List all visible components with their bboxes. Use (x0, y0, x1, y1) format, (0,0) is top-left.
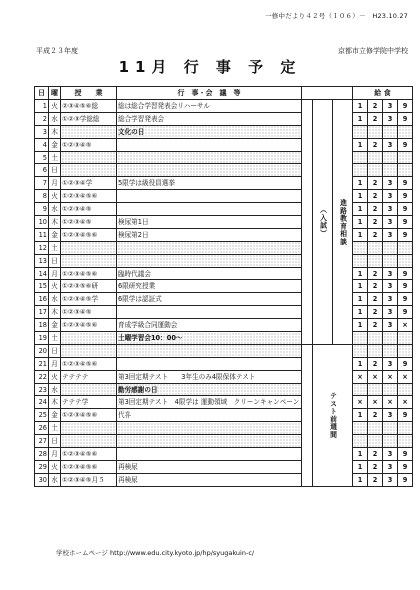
cell-meal: 1 (353, 473, 368, 486)
cell-class: ①②③④⑤ (61, 306, 117, 319)
cell-event: 検尿第1日 (117, 216, 302, 229)
cell-meal: 3 (383, 228, 398, 241)
table-row (35, 267, 413, 280)
table-row (35, 138, 413, 151)
cell-dow: 土 (49, 241, 61, 254)
cell-meal (383, 435, 398, 448)
cell-meal: 2 (368, 190, 383, 203)
cell-dow: 金 (49, 138, 61, 151)
cell-meal: 2 (368, 293, 383, 306)
cell-dow: 火 (49, 100, 61, 113)
cell-day: 6 (35, 164, 49, 177)
cell-meal (383, 151, 398, 164)
cell-meal: 3 (383, 203, 398, 216)
cell-class: ①②③学総総 (61, 112, 117, 125)
cell-dow: 水 (49, 383, 61, 396)
cell-event: 土曜学習会10：00～ (117, 332, 302, 345)
cell-meal (383, 383, 398, 396)
cell-dow: 水 (49, 203, 61, 216)
cell-event: 臨時代議会 (117, 267, 302, 280)
table-header-row (35, 87, 413, 100)
cell-meal (353, 254, 368, 267)
table-row (35, 460, 413, 473)
cell-meal: 2 (368, 306, 383, 319)
cell-meal: 2 (368, 448, 383, 461)
cell-meal: 3 (383, 448, 398, 461)
cell-dow: 金 (49, 228, 61, 241)
cell-meal: 2 (368, 473, 383, 486)
cell-class (61, 254, 117, 267)
cell-class: ①②③④⑤⑥ (61, 448, 117, 461)
cell-event: 5限学は級役員選挙 (117, 177, 302, 190)
table-row (35, 319, 413, 332)
cell-event: 6限学は認証式 (117, 293, 302, 306)
cell-event (117, 190, 302, 203)
cell-day: 18 (35, 319, 49, 332)
cell-dow: 金 (49, 409, 61, 422)
test-period-text: テスト前週間 (328, 391, 337, 439)
table-row (35, 396, 413, 409)
cell-meal (368, 125, 383, 138)
cell-meal: × (383, 396, 398, 409)
table-row (35, 383, 413, 396)
cell-event: 検尿第2日 (117, 228, 302, 241)
cell-meal (398, 332, 413, 345)
cell-meal: 3 (383, 409, 398, 422)
cell-meal: 3 (383, 319, 398, 332)
cell-class (61, 383, 117, 396)
cell-meal: 1 (353, 293, 368, 306)
cell-day: 4 (35, 138, 49, 151)
cell-meal (368, 164, 383, 177)
cell-meal: 9 (398, 293, 413, 306)
cell-meal: 1 (353, 319, 368, 332)
cell-meal (383, 344, 398, 357)
cell-event: 第3回定期テスト 4限学は 運動領域 クリーンキャンペーン (117, 396, 302, 409)
cell-meal (398, 241, 413, 254)
cell-meal: 1 (353, 306, 368, 319)
cell-dow: 日 (49, 344, 61, 357)
cell-day: 26 (35, 422, 49, 435)
cell-meal (368, 332, 383, 345)
header-class: 授 業 (61, 87, 117, 100)
side-note-empty-2 (302, 344, 313, 486)
cell-meal: 3 (383, 138, 398, 151)
schedule-table (34, 86, 413, 487)
cell-meal: 2 (368, 280, 383, 293)
footer-label: 学校ホームページ (56, 549, 108, 557)
cell-meal: 2 (368, 203, 383, 216)
cell-meal (353, 422, 368, 435)
cell-meal: 2 (368, 177, 383, 190)
cell-meal: 1 (353, 216, 368, 229)
cell-dow: 月 (49, 177, 61, 190)
cell-meal: × (368, 370, 383, 383)
table-row (35, 422, 413, 435)
cell-class (61, 241, 117, 254)
cell-meal: 1 (353, 357, 368, 370)
cell-meal: 9 (398, 228, 413, 241)
career-text: 進路教育相談 (338, 198, 347, 246)
cell-class: ①②③⑤⑥研 (61, 280, 117, 293)
cell-event: 第3回定期テスト 3年生のみ4限保体テスト (117, 370, 302, 383)
cell-day: 10 (35, 216, 49, 229)
cell-event (117, 138, 302, 151)
header-events: 行 事・会 議 等 (117, 87, 302, 100)
cell-meal: 3 (383, 357, 398, 370)
cell-meal: 1 (353, 138, 368, 151)
table-row (35, 164, 413, 177)
cell-event (117, 203, 302, 216)
cell-day: 24 (35, 396, 49, 409)
cell-dow: 火 (49, 370, 61, 383)
cell-meal: 2 (368, 460, 383, 473)
cell-dow: 月 (49, 267, 61, 280)
cell-meal: × (398, 370, 413, 383)
cell-dow: 日 (49, 435, 61, 448)
cell-meal: 1 (353, 228, 368, 241)
cell-event (117, 448, 302, 461)
cell-meal: 9 (398, 357, 413, 370)
cell-meal: 3 (383, 216, 398, 229)
table-row (35, 344, 413, 357)
cell-day: 14 (35, 267, 49, 280)
cell-meal: 1 (353, 100, 368, 113)
cell-meal (398, 422, 413, 435)
table-row (35, 125, 413, 138)
cell-dow: 木 (49, 125, 61, 138)
cell-day: 15 (35, 280, 49, 293)
cell-meal (368, 344, 383, 357)
cell-class (61, 422, 117, 435)
cell-meal (353, 383, 368, 396)
cell-day: 21 (35, 357, 49, 370)
cell-dow: 木 (49, 306, 61, 319)
cell-meal (383, 422, 398, 435)
cell-dow: 日 (49, 254, 61, 267)
cell-class: ①②③④⑤⑥ (61, 267, 117, 280)
cell-dow: 日 (49, 164, 61, 177)
cell-day: 11 (35, 228, 49, 241)
cell-meal (353, 125, 368, 138)
cell-meal: 2 (368, 216, 383, 229)
cell-dow: 火 (49, 460, 61, 473)
cell-event: 勤労感謝の日 (117, 383, 302, 396)
cell-class: ①②③④⑤⑥ (61, 319, 117, 332)
cell-meal: 2 (368, 409, 383, 422)
cell-meal: 3 (383, 177, 398, 190)
cell-class (61, 332, 117, 345)
cell-meal: 3 (383, 190, 398, 203)
cell-event: 代휴 (117, 409, 302, 422)
cell-class: ①②③④⑤⑥ (61, 460, 117, 473)
cell-dow: 土 (49, 332, 61, 345)
cell-meal: 9 (398, 216, 413, 229)
cell-class: ①②③④⑤ (61, 138, 117, 151)
cell-meal (383, 125, 398, 138)
table-row (35, 435, 413, 448)
cell-meal (383, 241, 398, 254)
cell-dow: 水 (49, 473, 61, 486)
cell-meal (368, 254, 383, 267)
cell-class: ②③④⑤⑥総 (61, 100, 117, 113)
table-row (35, 473, 413, 486)
cell-event (117, 357, 302, 370)
cell-day: 12 (35, 241, 49, 254)
cell-meal: 2 (368, 319, 383, 332)
table-row (35, 112, 413, 125)
cell-meal (368, 151, 383, 164)
cell-meal: × (368, 396, 383, 409)
cell-day: 9 (35, 203, 49, 216)
cell-meal (398, 383, 413, 396)
cell-meal: 1 (353, 280, 368, 293)
cell-event: 再検尿 (117, 473, 302, 486)
cell-class (61, 435, 117, 448)
table-row (35, 254, 413, 267)
header-meal: 給 食 (353, 87, 413, 100)
cell-meal: 2 (368, 267, 383, 280)
cell-meal: 9 (398, 448, 413, 461)
cell-event (117, 435, 302, 448)
cell-dow: 月 (49, 357, 61, 370)
cell-day: 29 (35, 460, 49, 473)
cell-event (117, 164, 302, 177)
cell-meal (353, 151, 368, 164)
cell-day: 28 (35, 448, 49, 461)
cell-class (61, 164, 117, 177)
cell-event (117, 241, 302, 254)
cell-meal: 1 (353, 112, 368, 125)
page-title: 11月 行 事 予 定 (118, 58, 302, 76)
table-row (35, 190, 413, 203)
newsletter-issue: 一修中だより４２号（１０６）－ H23.10.27 (265, 12, 408, 20)
cell-meal: × (398, 396, 413, 409)
table-row (35, 100, 413, 113)
cell-meal: 9 (398, 190, 413, 203)
cell-meal: 3 (383, 460, 398, 473)
cell-day: 30 (35, 473, 49, 486)
cell-class (61, 151, 117, 164)
cell-meal: 9 (398, 409, 413, 422)
cell-meal: 1 (353, 409, 368, 422)
cell-class: ①②③④⑤月５ (61, 473, 117, 486)
header-notes (302, 87, 353, 100)
cell-meal: 9 (398, 306, 413, 319)
table-row (35, 177, 413, 190)
cell-class: ①②③④⑤⑥ (61, 357, 117, 370)
cell-meal: 2 (368, 112, 383, 125)
cell-day: 7 (35, 177, 49, 190)
cell-dow: 水 (49, 293, 61, 306)
cell-event (117, 344, 302, 357)
cell-day: 27 (35, 435, 49, 448)
table-row (35, 203, 413, 216)
cell-meal (383, 164, 398, 177)
cell-meal: 9 (398, 267, 413, 280)
cell-meal: 2 (368, 138, 383, 151)
cell-dow: 水 (49, 112, 61, 125)
cell-meal (398, 254, 413, 267)
cell-dow: 火 (49, 190, 61, 203)
cell-meal (398, 164, 413, 177)
side-note-empty (302, 100, 313, 345)
header-day: 日 (35, 87, 49, 100)
table-row (35, 306, 413, 319)
side-note-test (313, 344, 353, 486)
cell-class (61, 125, 117, 138)
cell-class: ①②③④⑤⑥ (61, 228, 117, 241)
cell-class (61, 344, 117, 357)
cell-class: ①②③④⑤ (61, 216, 117, 229)
cell-dow: 土 (49, 422, 61, 435)
cell-day: 5 (35, 151, 49, 164)
cell-class: ①②③④学 (61, 177, 117, 190)
cell-meal: 3 (383, 267, 398, 280)
cell-meal: 1 (353, 177, 368, 190)
cell-event (117, 422, 302, 435)
header-dow: 曜 (49, 87, 61, 100)
cell-event (117, 151, 302, 164)
school-name: 京都市立修学院中学校 (338, 47, 408, 55)
cell-class: テテテ学 (61, 396, 117, 409)
cell-day: 3 (35, 125, 49, 138)
cell-day: 22 (35, 370, 49, 383)
cell-meal (368, 422, 383, 435)
cell-dow: 木 (49, 216, 61, 229)
table-row (35, 409, 413, 422)
table-row (35, 151, 413, 164)
cell-meal: 2 (368, 357, 383, 370)
table-row (35, 332, 413, 345)
cell-class: ①②③④⑤⑥ (61, 409, 117, 422)
cell-event: 総合学習発表会 (117, 112, 302, 125)
cell-meal: 2 (368, 100, 383, 113)
cell-meal (368, 241, 383, 254)
cell-event (117, 306, 302, 319)
cell-event (117, 254, 302, 267)
cell-meal: 3 (383, 293, 398, 306)
cell-day: 23 (35, 383, 49, 396)
cell-meal (368, 435, 383, 448)
cell-meal (398, 344, 413, 357)
cell-meal: × (383, 370, 398, 383)
footer (56, 548, 254, 557)
cell-day: 16 (35, 293, 49, 306)
cell-class: ①②③④⑤学 (61, 293, 117, 306)
cell-day: 13 (35, 254, 49, 267)
cell-meal (353, 435, 368, 448)
cell-meal: 9 (398, 177, 413, 190)
cell-meal: 3 (383, 100, 398, 113)
cell-event: 文化の日 (117, 125, 302, 138)
cell-meal (353, 332, 368, 345)
cell-day: 8 (35, 190, 49, 203)
cell-meal (383, 254, 398, 267)
table-row (35, 370, 413, 383)
cell-class: ①②③④⑤⑥ (61, 190, 117, 203)
cell-day: 20 (35, 344, 49, 357)
table-row (35, 293, 413, 306)
cell-meal: 1 (353, 460, 368, 473)
cell-dow: 火 (49, 280, 61, 293)
cell-meal (383, 332, 398, 345)
cell-event: 6限研究授業 (117, 280, 302, 293)
cell-meal (398, 435, 413, 448)
table-row (35, 241, 413, 254)
cell-meal (368, 383, 383, 396)
cell-meal: 9 (398, 138, 413, 151)
cell-class: ①②③④⑤ (61, 203, 117, 216)
cell-dow: 金 (49, 319, 61, 332)
cell-day: 1 (35, 100, 49, 113)
cell-meal: 3 (383, 473, 398, 486)
cell-day: 25 (35, 409, 49, 422)
cell-day: 19 (35, 332, 49, 345)
cell-meal: 9 (398, 112, 413, 125)
cell-day: 17 (35, 306, 49, 319)
career-sub-text: （入試） (318, 206, 327, 238)
cell-dow: 木 (49, 396, 61, 409)
cell-event: 再検尿 (117, 460, 302, 473)
cell-meal (353, 344, 368, 357)
cell-meal: × (398, 319, 413, 332)
cell-event: 育成学級合同運動会 (117, 319, 302, 332)
cell-meal: × (353, 370, 368, 383)
cell-class: テテテテ (61, 370, 117, 383)
cell-dow: 月 (49, 448, 61, 461)
cell-meal (398, 125, 413, 138)
cell-meal: 9 (398, 460, 413, 473)
homepage-link[interactable]: http://www.edu.city.kyoto.jp/hp/syugakuin-c/ (109, 549, 255, 557)
cell-meal: 9 (398, 280, 413, 293)
table-row (35, 448, 413, 461)
cell-meal: 1 (353, 190, 368, 203)
school-year: 平成２３年度 (36, 47, 78, 55)
cell-meal: 9 (398, 100, 413, 113)
table-row (35, 357, 413, 370)
side-note-career (333, 100, 353, 345)
cell-meal: 3 (383, 280, 398, 293)
cell-meal: 2 (368, 228, 383, 241)
cell-event: 総は総合学習発表会リハーサル (117, 100, 302, 113)
cell-meal: × (353, 396, 368, 409)
cell-meal: 3 (383, 112, 398, 125)
cell-meal (353, 241, 368, 254)
cell-meal: 1 (353, 448, 368, 461)
table-row (35, 228, 413, 241)
table-row (35, 216, 413, 229)
cell-meal: 9 (398, 203, 413, 216)
cell-dow: 土 (49, 151, 61, 164)
cell-meal: 1 (353, 267, 368, 280)
cell-day: 2 (35, 112, 49, 125)
cell-meal (398, 151, 413, 164)
cell-meal: 9 (398, 473, 413, 486)
cell-meal (353, 164, 368, 177)
table-row (35, 280, 413, 293)
cell-meal: 1 (353, 203, 368, 216)
side-note-subtitle (313, 100, 333, 345)
cell-meal: 3 (383, 306, 398, 319)
